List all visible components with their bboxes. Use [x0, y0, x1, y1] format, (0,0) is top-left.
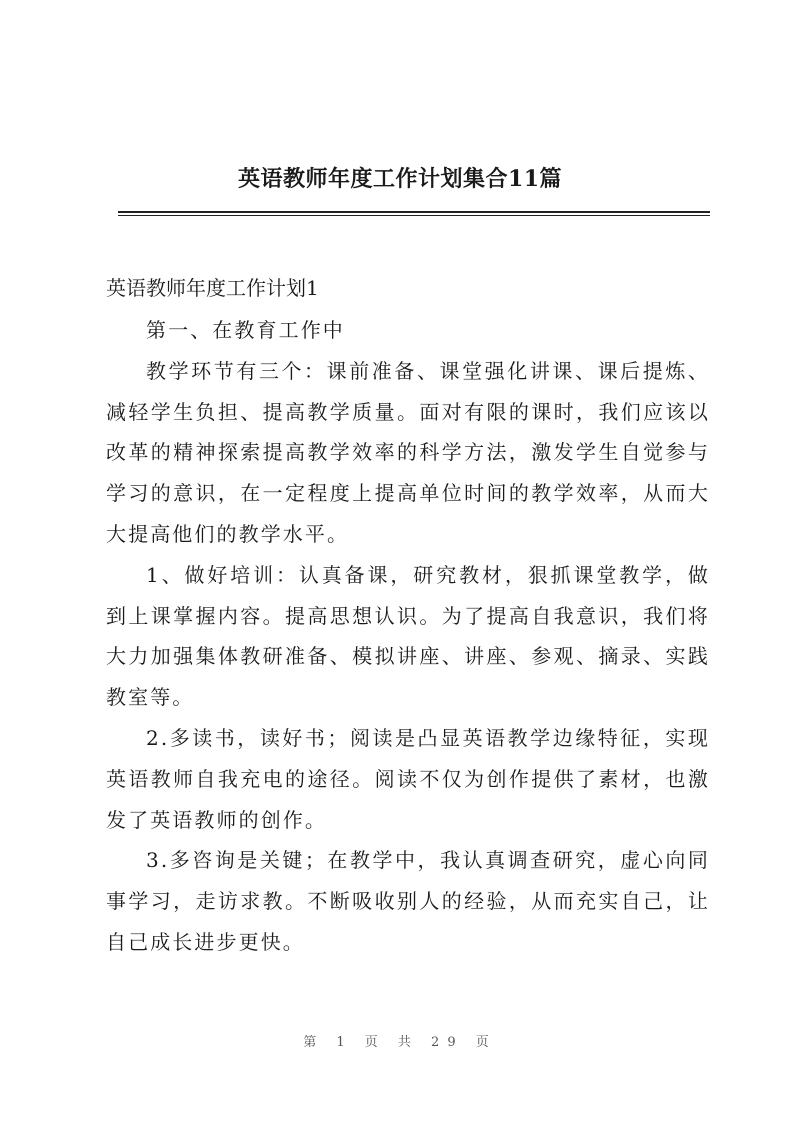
section-heading: 英语教师年度工作计划1: [106, 276, 319, 300]
paragraph-3: 1、做好培训：认真备课，研究教材，狠抓课堂教学，做到上课掌握内容。提高思想认识。为了提高自我意识，我们将大力加强集体教研准备、模拟讲座、讲座、参观、摘录、实践教室等。: [106, 562, 710, 710]
paragraph-1: 第一、在教育工作中: [146, 318, 345, 342]
document-body: [106, 268, 710, 963]
page-number-footer: 第 1 页 共 29 页: [303, 1035, 497, 1050]
paragraph-4: 2.多读书，读好书；阅读是凸显英语教学边缘特征，实现英语教师自我充电的途径。阅读不仅为创作提供了素材，也激发了英语教师的创作。: [106, 725, 710, 832]
paragraph-2: 教学环节有三个：课前准备、课堂强化讲课、课后提炼、减轻学生负担、提高教学质量。面对有限的课时，我们应该以改革的精神探索提高教学效率的科学方法，激发学生自觉参与学习的意识，在一定程度上提高单位时间的教学效率，从而大大提高他们的教学水平。: [106, 358, 710, 546]
title-divider: [118, 211, 710, 213]
document-title: 英语教师年度工作计划集合11篇: [237, 166, 563, 192]
paragraph-5: 3.多咨询是关键；在教学中，我认真调查研究，虚心向同事学习，走访求教。不断吸收别人的经验，从而充实自己，让自己成长进步更快。: [106, 848, 710, 954]
